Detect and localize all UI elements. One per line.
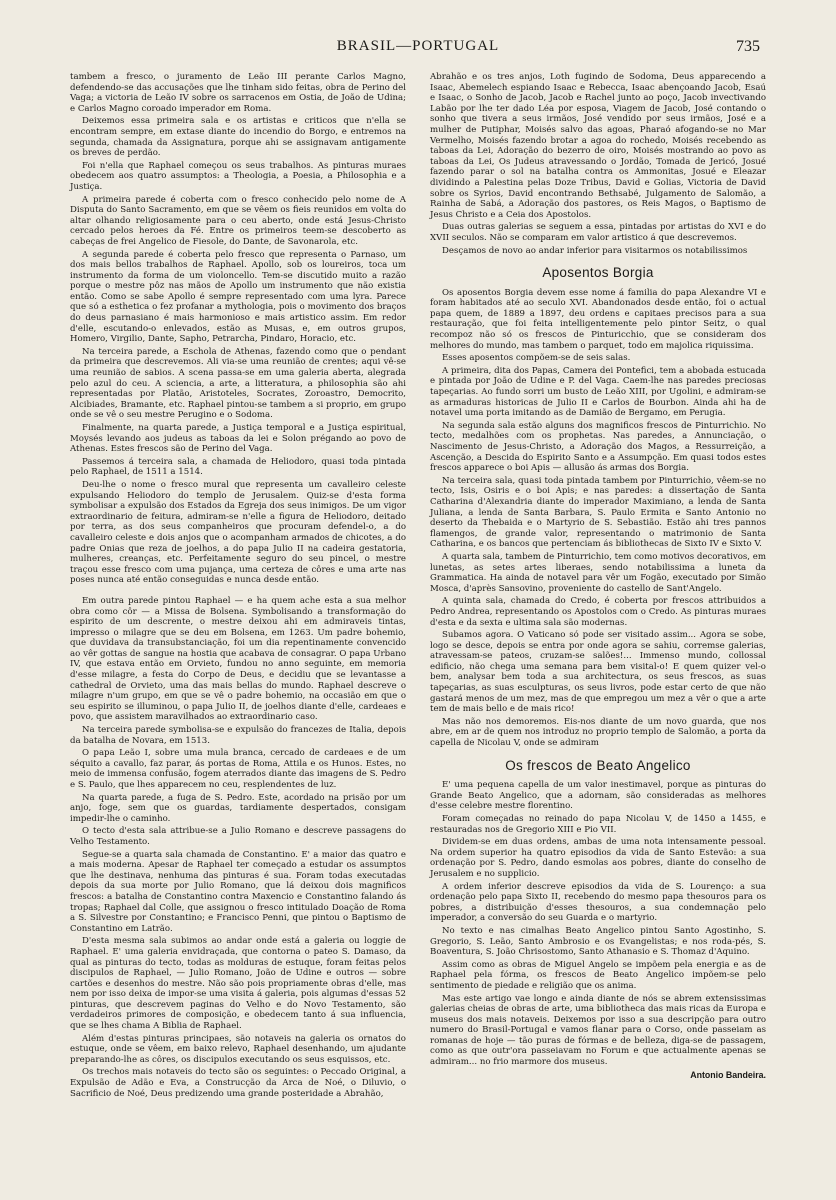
paragraph: A ordem inferior descreve episodios da vida de S. Lourenço: a sua ordenação pelo papa Sixto II, recebendo do mesmo papa thesouros para os pobres, a distribuição d'esses thesouros, a sua condemnação pelo imperador, a conversão do seu Guarda e o martyrio. bbox=[430, 881, 766, 924]
paragraph: Na terceira sala, quasi toda pintada tambem por Pinturrichio, vêem-se no tecto, Isis, Osiris e o boi Apis; e nas paredes: a dissertação de Santa Catharina d'Alexandria diante do imperador Maximiano, a lenda de Santa Juliana, a lenda de Santa Barbara, S. Paulo Ermita e Santo Antonio no deserto da Thebaida e o Martyrio de S. Sebastião. Estão ahi tres pannos flamengos, de grande valor, representando o matrimonio de Santa Catharina, e os bancos que pertenciam ás bibliothecas de Sixto IV e Sixto V. bbox=[430, 475, 766, 550]
paragraph: Os aposentos Borgia devem esse nome á familia do papa Alexandre VI e foram habitados até ao seculo XVI. Abandonados desde então, foi o actual papa quem, de 1889 a 1897, deu ordens e capitaes precisos para a sua restauração, que foi feita intelligentemente pelo pintor Seitz, o qual recompoz não só os frescos de Pinturicchio, que se consideram dos melhores do mundo, mas tambem o parquet, todo em majolica riquissima. bbox=[430, 287, 766, 351]
paragraph: Deu-lhe o nome o fresco mural que representa um cavalleiro celeste expulsando Heliodoro do templo de Jerusalem. Quiz-se d'esta forma symbolisar a expulsão dos Estados da Egreja dos seus inimigos. De um vigor extraordinario de feitura, admiram-se n'elle a figura de Heliodoro, deitado por terra, as dos seus companheiros que procuram defendel-o, a do cavalleiro celeste e dois anjos que o acompanham armados de chicotes, a do padre Onias que reza de joelhos, a do papa Julio II na cadeira gestatoria, mulheres, creanças, etc. Perfeitamente seguro do seu pincel, o mestre traçou esse fresco com uma pujança, uma certeza de côres e uma arte nas poses nunca até então conseguidas e nunca desde então. bbox=[70, 479, 406, 586]
paragraph: E' uma pequena capella de um valor inestimavel, porque as pinturas do Grande Beato Angelico, que a adornam, são consideradas as melhores d'esse celebre mestre florentino. bbox=[430, 780, 766, 812]
page-number: 735 bbox=[736, 38, 760, 55]
paragraph: Foram começadas no reinado do papa Nicolau V, de 1450 a 1455, e restauradas nos de Gregorio XIII e Pio VII. bbox=[430, 814, 766, 835]
paragraph: Foi n'ella que Raphael começou os seus trabalhos. As pinturas muraes obedecem aos quatro assumptos: a Theologia, a Poesia, a Philosophia e a Justiça. bbox=[70, 160, 406, 192]
paragraph: Abrahão e os tres anjos, Loth fugindo de Sodoma, Deus apparecendo a Isaac, Abemelech espiando Isaac e Rebecca, Isaac abençoando Jacob, Esaú e Isaac, o Sonho de Jacob, Jacob e Rachel junto ao poço, Jacob invectivando Labão por lhe ter dado Léa por esposa, Viagem de Jacob, José contando o sonho que tivera a seus irmãos, José vendido por seus irmãos, José e a mulher de Putiphar, Moisés salvo das agoas, Pharaó afogando-se no Mar Vermelho, Moisés fazendo brotar a agoa do rochedo, Moisés recebendo as taboas da Lei, Adoração do bezerro de oiro, Moisés mostrando ao povo as taboas da Lei, Os Judeus atravessando o Jordão, Tomada de Jericó, Josué fazendo parar o sol na batalha contra os Ammonitas, Josué e Eleazar dividindo a Palestina pelas Doze Tribus, David e Golias, Victoria de David sobre os Syrios, David encontrando Bethsabé, Julgamento de Salomão, a Rainha de Sabá, a Adoração dos pastores, os Reis Magos, o Baptismo de Jesus Christo e a Ceia dos Apostolos. bbox=[430, 72, 766, 220]
running-title: BRASIL—PORTUGAL bbox=[336, 38, 500, 54]
paragraph: A segunda parede é coberta pelo fresco que representa o Parnaso, um dos mais bellos trabalhos de Raphael. Apollo, sob os loureiros, toca um instrumento da forma de um violoncello. Tem-se discutido muito a razão porque o mestre pôz nas mãos de Apollo um instrumento que não existia então. Como se sabe Apollo é sempre representado com uma lyra. Parece que só a esthetica o fez profanar a mythologia, pois o movimento dos braços do deus parnasiano é mais harmonioso e mais artistico assim. Em redor d'elle, escutando-o enlevados, estão as Musas, e, em outros grupos, Homero, Virgilio, Dante, Sapho, Petrarcha, Pindaro, Horacio, etc. bbox=[70, 249, 406, 345]
author-signature: Antonio Bandeira. bbox=[690, 1069, 766, 1080]
paragraph: tambem a fresco, o juramento de Leão III perante Carlos Magno, defendendo-se das accusações que lhe tinham sido feitas, obra de Perino del Vaga; a victoria de Leão IV sobre os sarracenos em Ostia, de João de Udina; e Carlos Magno coroado imperador em Roma. bbox=[70, 72, 406, 114]
paragraph: Além d'estas pinturas principaes, são notaveis na galeria os ornatos do estuque, onde se vêem, em baixo relevo, Raphael desenhando, um ajudante preparando-lhe as côres, os discipulos executando os seus esquissos, etc. bbox=[70, 1033, 406, 1065]
paragraph: Na terceira parede symbolisa-se e expulsão do francezes de Italia, depois da batalha de Novara, em 1513. bbox=[70, 725, 406, 746]
paragraph: Na quarta parede, a fuga de S. Pedro. Este, acordado na prisão por um anjo, foge, sem que os guardas, tardiamente despertados, consigam impedir-lhe o caminho. bbox=[70, 792, 406, 824]
paragraph: Subamos agora. O Vaticano só pode ser visitado assim... Agora se sobe, logo se desce, depois se entra por onde agora se sahiu, corremse galerias, atravessam-se pateos, cruzam-se salões!... Immenso mundo, collossal edificio, não chega uma semana para bem visital-o! E quem quizer vel-o bem, analysar bem toda a sua architectura, os seus frescos, as suas tapeçarias, as suas esculpturas, os seus livros, pode estar certo de que não gastará menos de um mez, mas de que empregou um mez a vêr o que a arte tem de mais bello e de mais rico! bbox=[430, 630, 766, 715]
paragraph: Na terceira parede, a Eschola de Athenas, fazendo como que o pendant da primeira que descrevemos. Ali via-se uma reunião de crentes; aqui vê-se uma reunião de sabios. A scena passa-se em uma galeria aberta, alegrada pelo azul do ceu. A sciencia, a arte, a litteratura, a philosophia são ahi representadas por Platão, Aristoteles, Socrates, Zoroastro, Democrito, Alcibiades, Bramante, etc. Raphael pintou-se tambem a si proprio, em grupo onde se vê o seu mestre Perugino e o Sodoma. bbox=[70, 346, 406, 421]
running-head bbox=[0, 38, 836, 60]
section-heading-angelico: Os frescos de Beato Angelico bbox=[505, 757, 691, 773]
paragraph: Esses aposentos compõem-se de seis salas. bbox=[442, 353, 631, 364]
paragraph: Duas outras galerias se seguem a essa, pintadas por artistas do XVI e do XVII seculos. Não se comparam em valor artistico á que descrevemos. bbox=[430, 222, 766, 243]
paragraph: Dividem-se em duas ordens, ambas de uma nota intensamente pessoal. Na ordem superior ha quatro episodios da vida de Santo Estevão: a sua ordenação por S. Pedro, dando esmolas aos pobres, diante do conselho de Jerusalem e no supplicio. bbox=[430, 837, 766, 879]
left-column bbox=[70, 72, 406, 1101]
paragraph-gap bbox=[70, 588, 406, 596]
paragraph: Assim como as obras de Miguel Angelo se impõem pela energia e as de Raphael pela fórma, os frescos de Beato Angelico impõem-se pelo sentimento de piedade e religião que os anima. bbox=[430, 959, 766, 991]
paragraph: Na segunda sala estão alguns dos magnificos frescos de Pinturrichio. No tecto, medalhões com os prophetas. Nas paredes, a Annunciação, o Nascimento de Jesus-Christo, a Adoração dos Magos, a Ressurreição, a Ascenção, a Descida do Espirito Santo e a Assumpção. Em quasi todos estes frescos apparece o boi Apis — allusão ás armas dos Borgia. bbox=[430, 420, 766, 474]
paragraph: Desçamos de novo ao andar inferior para visitarmos os notabilissimos bbox=[442, 245, 748, 256]
paragraph: Mas não nos demoremos. Eis-nos diante de um novo guarda, que nos abre, em ar de quem nos introduz no proprio templo de Salomão, a porta da capella de Nicolau V, onde se admiram bbox=[430, 716, 766, 749]
paragraph: Finalmente, na quarta parede, a Justiça temporal e a Justiça espiritual, Moysés levando aos judeus as taboas da lei e Solon prégando ao povo de Athenas. Estes frescos são de Perino del Vaga. bbox=[70, 423, 406, 455]
paragraph: Segue-se a quarta sala chamada de Constantino. E' a maior das quatro e a mais moderna. Apesar de Raphael ter começado a estudar os assumptos que lhe destinava, nenhuma das pinturas é sua. Foram todas executadas depois da sua morte por Julio Romano, que lá deixou dois magnificos frescos: a batalha de Constantino contra Maxencio e Constantino falando ás tropas; Raphael dal Colle, que assignou o fresco intitulado Doação de Roma a S. Silvestre por Constantino; e Francisco Penni, que pintou o Baptismo de Constantino em Latrão. bbox=[70, 849, 406, 934]
paragraph: D'esta mesma sala subimos ao andar onde está a galeria ou loggie de Raphael. E' uma galeria envidraçada, que contorna o pateo S. Damaso, da qual as pinturas do tecto, todas as molduras de estuque, foram feitas pelos discipulos de Raphael, — Julio Romano, João de Udine e outros — sobre cartões e desenhos do mestre. Não são pois propriamente obras d'elle, mas nem por isso deixa de impor-se uma visita á galeria, pois algumas d'essas 52 pinturas, que descrevem paginas do Velho e do Novo Testamento, são verdadeiros primores de composição, e obedecem tanto á sua influencia, que se lhes chama A Biblia de Raphael. bbox=[70, 936, 406, 1032]
paragraph: Em outra parede pintou Raphael — e ha quem ache esta a sua melhor obra como côr — a Missa de Bolsena. Symbolisando a transformação do espirito de um descrente, o mestre deixou ahi em admiraveis tintas, impresso o milagre que se deu em Bolsena, em 1263. Um padre bohemio, que duvidava da transubstanciação, foi um dia repentinamente convencido ao vêr gottas de sangue na hostia que acabava de consagrar. O papa Urbano IV, que estava então em Orvieto, fundou no anno seguinte, em memoria d'esse milagre, a festa do Corpo de Deus, e decidiu que se levantasse a cathedral de Orvieto, uma das mais bellas do mundo. Raphael descreve o milagre n'um grupo, em que se vê o padre bohemio, na occasião em que o seu espirito se illuminou, o papa Julio II, de joelhos diante d'elle, cardeaes e povo, que assistem maravilhados ao extraordinario caso. bbox=[70, 595, 406, 723]
section-heading-borgia: Aposentos Borgia bbox=[542, 265, 654, 281]
right-column bbox=[430, 72, 766, 1080]
paragraph: Passemos á terceira sala, a chamada de Heliodoro, quasi toda pintada pelo Raphael, de 1511 a 1514. bbox=[70, 456, 406, 478]
paragraph: A primeira parede é coberta com o fresco conhecido pelo nome de A Disputa do Santo Sacramento, em que se vêem os fieis reunidos em volta do altar olhando religiosamente para o ceu aberto, onde está Jesus-Christo cercado pelos heroes da Fé. Entre os primeiros teem-se descoberto as cabeças de frei Angelico de Fiesole, do Dante, de Savonarola, etc. bbox=[70, 194, 406, 247]
paragraph: Os trechos mais notaveis do tecto são os seguintes: o Peccado Original, a Expulsão de Adão e Eva, a Construcção da Arca de Noé, o Diluvio, o Sacrificio de Noé, Deus predizendo uma grande posteridade a Abrahão, bbox=[70, 1067, 406, 1099]
paragraph: A quarta sala, tambem de Pinturrichio, tem como motivos decorativos, em lunetas, as setes artes liberaes, sendo notabilissima a luneta da Grammatica. Ha ainda de notavel para vêr um Fogão, executado por Simão Mosca, d'après Sansovino, proveniente do castello de Sant'Angelo. bbox=[430, 551, 766, 594]
paragraph: A quinta sala, chamada do Credo, é coberta por frescos attribuidos a Pedro Andrea, representando os Apostolos com o Credo. As pinturas muraes d'esta e da sexta e ultima sala são modernas. bbox=[430, 596, 766, 628]
paragraph: O papa Leão I, sobre uma mula branca, cercado de cardeaes e de um séquito a cavallo, faz parar, ás portas de Roma, Attila e os Hunos. Estes, no meio de immensa confusão, fogem aterrados diante das imagens de S. Pedro e S. Paulo, que lhes apparecem no ceu, resplendentes de luz. bbox=[70, 748, 406, 790]
paragraph: Deixemos essa primeira sala e os artistas e criticos que n'ella se encontram sempre, em extase diante do incendio do Borgo, e entremos na segunda, chamada da Assignatura, porque ahi se assignavam antigamente os breves de perdão. bbox=[70, 116, 406, 159]
paragraph: A primeira, dita dos Papas, Camera dei Pontefici, tem a abobada estucada e pintada por João de Udine e P. del Vaga. Caem-lhe nas paredes preciosas tapeçarias. Ao fundo sorri um busto de Leão XIII, por Ugolini, e admiram-se as armaduras historicas de Julio II e Carlos de Bourbon. Ainda ahi ha de notavel uma porta imitando as de Damião de Bergamo, em Perugia. bbox=[430, 365, 766, 419]
paragraph: O tecto d'esta sala attribue-se a Julio Romano e descreve passagens do Velho Testamento. bbox=[70, 826, 406, 847]
paragraph: Mas este artigo vae longo e ainda diante de nós se abrem extensissimas galerias cheias de obras de arte, uma bibliotheca das mais ricas da Europa e museus dos mais notaveis. Deixemos por isso a sua descripção para outro numero do Brasil-Portugal e vamos flanar para o Corso, onde passeiam as romanas de hoje — tão puras de fórmas e de belleza, diga-se de passagem, como as que outr'ora passeiavam no Forum e que actualmente apenas se admiram... no frio marmore dos museus. bbox=[430, 993, 766, 1068]
paragraph: No texto e nas cimalhas Beato Angelico pintou Santo Agostinho, S. Gregorio, S. Leão, Santo Ambrosio e os Evangelistas; e nos roda-pés, S. Boaventura, S. João Chrisostomo, Santo Athanasio e S. Thomaz d'Aquino. bbox=[430, 925, 766, 958]
